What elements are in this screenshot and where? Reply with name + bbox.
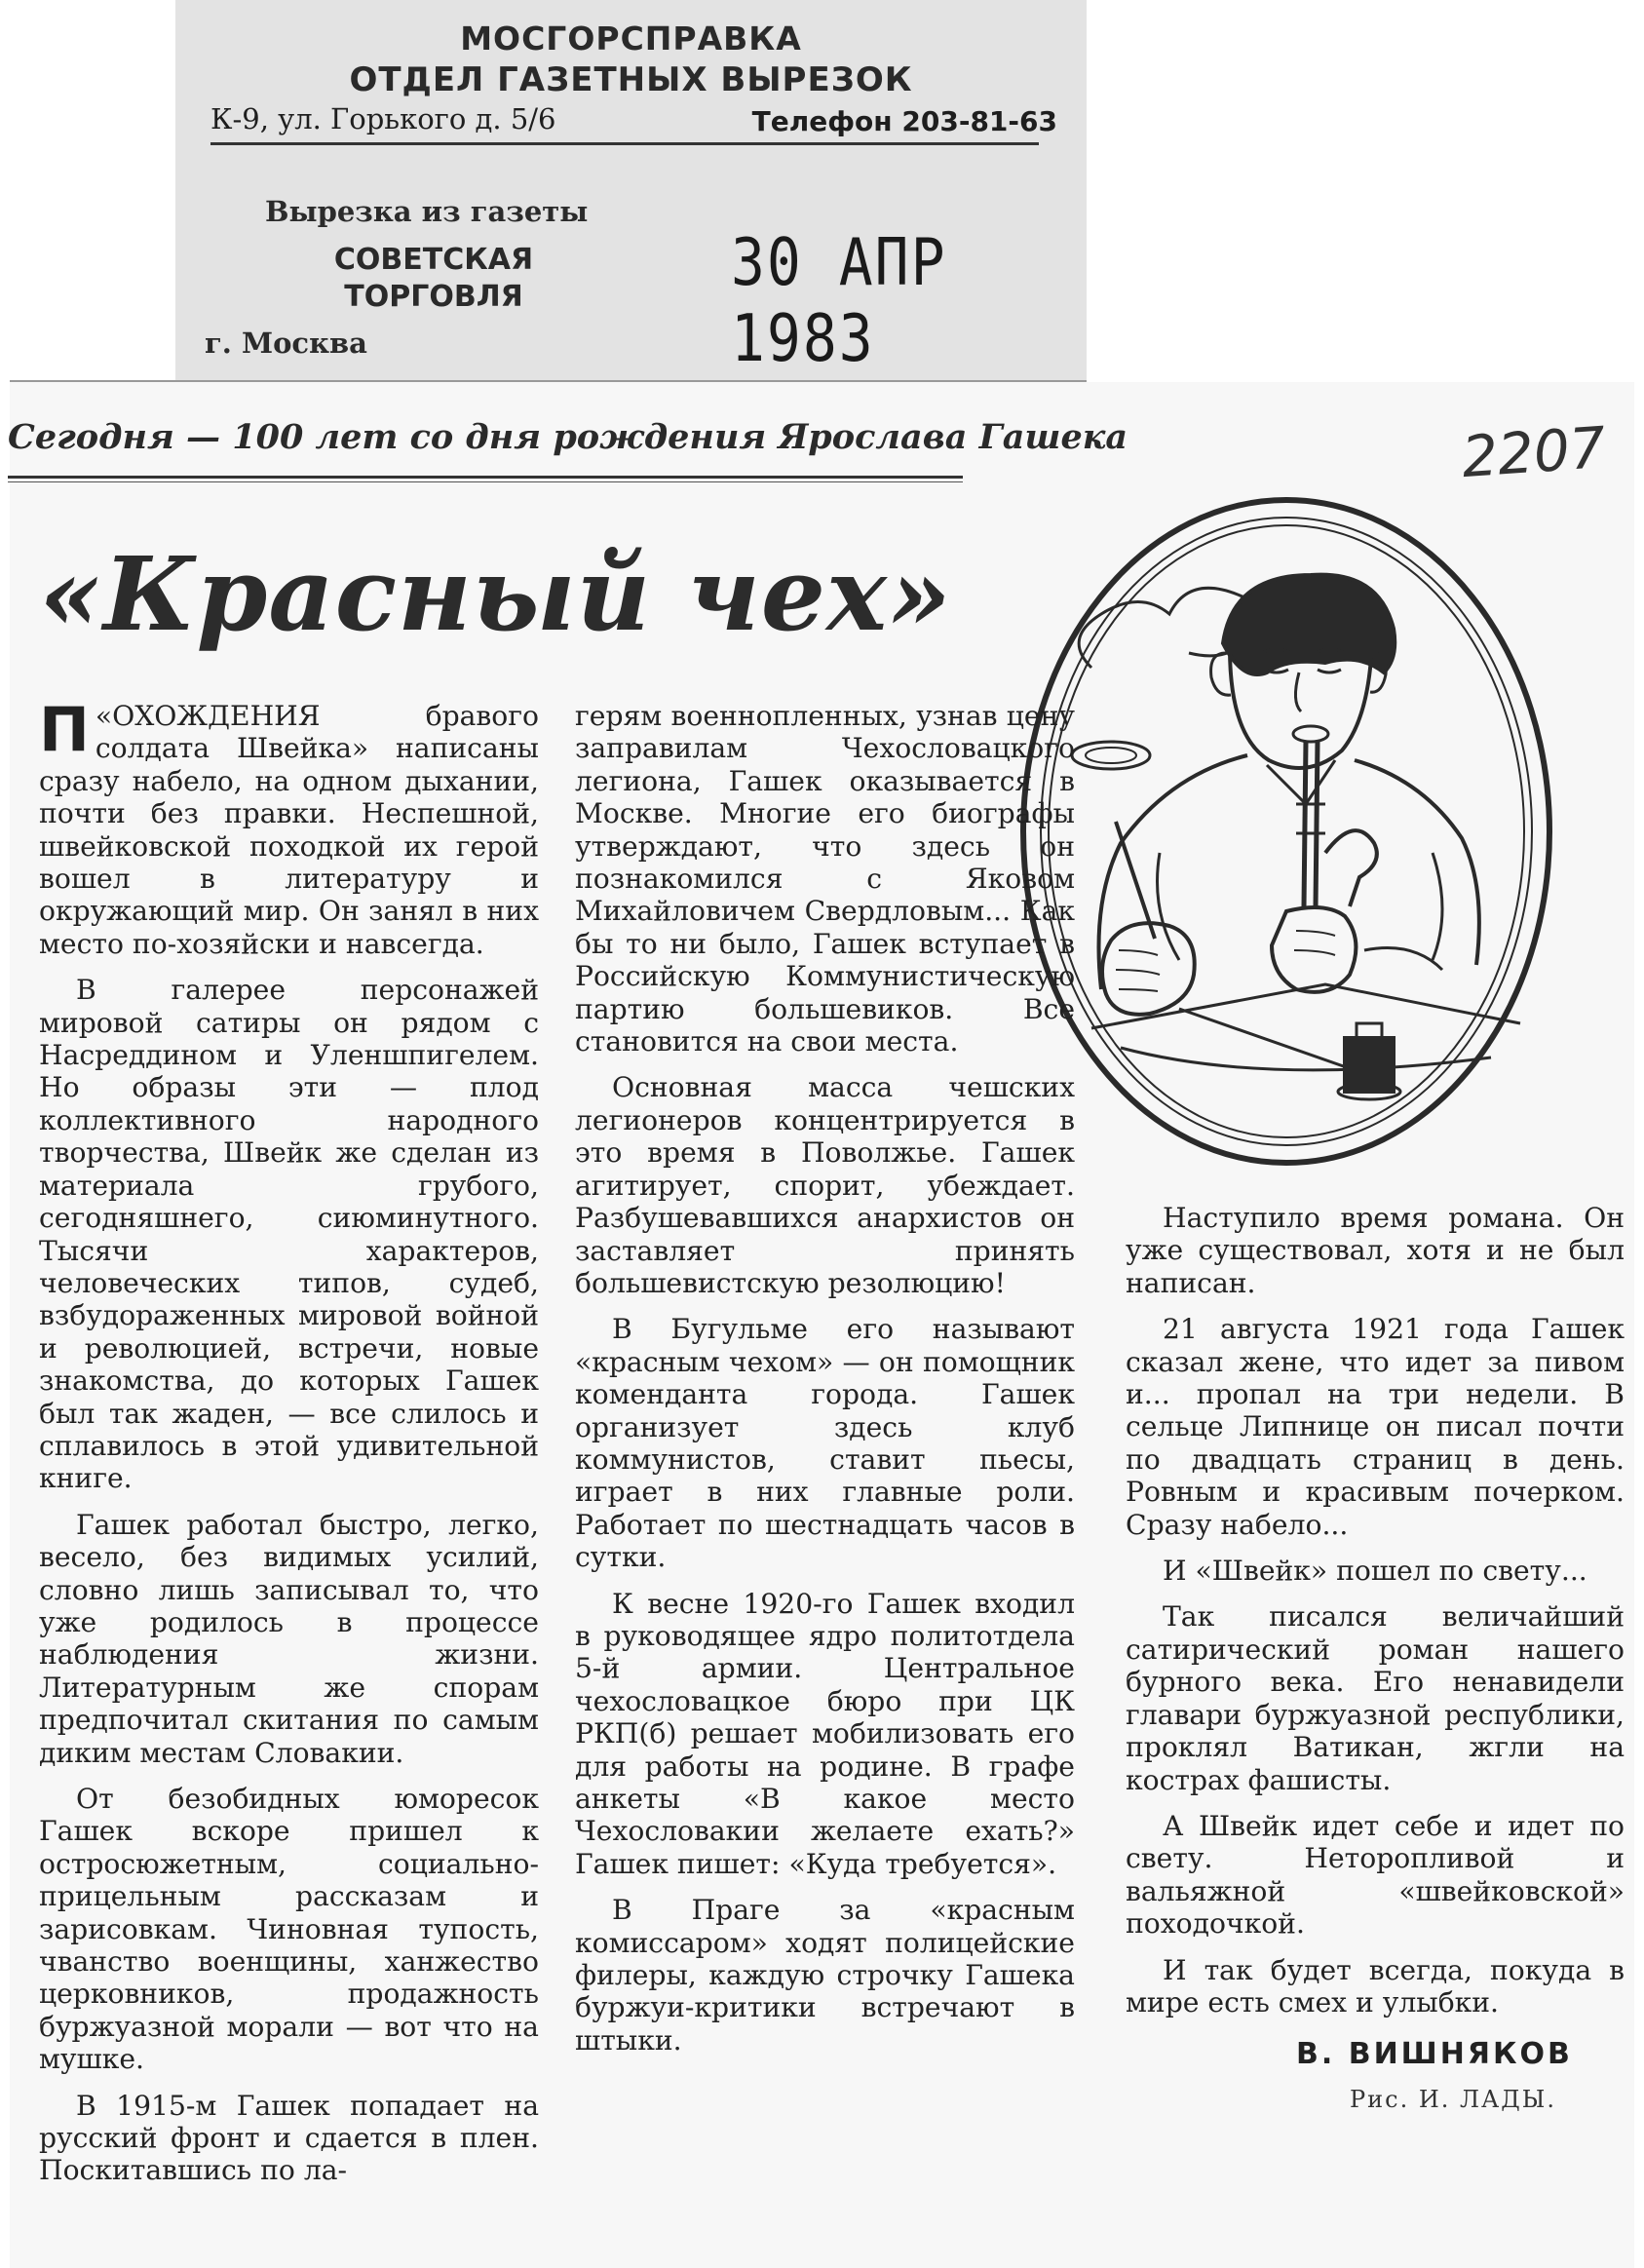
paragraph: В Праге за «красным комиссаром» ходят полицейские филеры, каждую строчку Гашека буржуи-критики встречают в штыки. — [575, 1894, 1075, 2057]
paragraph: А Швейк идет себе и идет по свету. Неторопливой и вальяжной «швейковской» походочкой. — [1126, 1809, 1625, 1941]
paragraph: К весне 1920-го Гашек входил в руководящее ядро политотдела 5-й армии. Центральное чехословацкое бюро при ЦК РКП(б) решает мобилизовать его для работы на родине. В графе анкеты «В какое место Чехословакии желаете ехать?» Гашек пишет: «Куда требуется». — [575, 1587, 1075, 1880]
paragraph: И «Швейк» пошел по свету... — [1163, 1555, 1587, 1588]
dropcap: П — [39, 694, 90, 765]
stamp-paper-line1: СОВЕТСКАЯ — [333, 243, 534, 277]
article-column-3 — [1126, 1202, 1625, 2032]
paragraph: В галерее персонажей мировой сатиры он рядом с Насреддином и Уленшпигелем. Но образы эти — плод коллективного народного творчества, Швейк же сделан из материала грубого, сегодняшнего, сиюминутного. Тысячи характеров, человеческих типов, судеб, взбудораженных мировой войной и революцией, встречи, новые знакомства, до которых Гашек был так жаден, — все слилось и сплавилось в этой удивительной книге. — [39, 974, 539, 1495]
article-headline: «Красный чех» — [39, 534, 953, 654]
stamp-address: К-9, ул. Горького д. 5/6 — [210, 102, 556, 135]
kicker-rule — [8, 476, 963, 479]
clipping-edge — [10, 380, 1087, 382]
paragraph: герям военнопленных, узнав цену заправилам Чехословацкого легиона, Гашек оказывается в Москве. Многие его биографы утверждают, что здесь он познакомился с Яковом Михайловичем Свердловым... Как бы то ни было, Гашек вступает в Российскую Коммунистическую партию большевиков. Все становится на свои места. — [575, 700, 1075, 1058]
illustrator-credit: Рис. И. ЛАДЫ. — [1350, 2086, 1556, 2113]
author-signature: В. ВИШНЯКОВ — [1296, 2037, 1573, 2071]
stamp-paper-name — [307, 242, 560, 316]
kicker-rule-thin — [8, 481, 963, 482]
paragraph: Основная масса чешских легионеров концентрируется в это время в Поволжье. Гашек агитирует, спорит, убеждает. Разбушевавшихся анархистов он заставляет принять большевистскую резолюцию! — [575, 1071, 1075, 1299]
paragraph-text: «ОХОЖДЕНИЯ бравого солдата Швейка» написаны сразу набело, на одном дыхании, почти без правки. Неспешной, швейковской походкой их герой вошел в литературу и окружающий мир. Он занял в них место по-хозяйски и навсегда. — [39, 700, 539, 960]
paragraph: В 1915-м Гашек попадает на русский фронт и сдается в плен. Поскитавшись по ла- — [39, 2089, 539, 2187]
paragraph — [39, 694, 539, 960]
paragraph: Гашек работал быстро, легко, весело, без видимых усилий, словно лишь записывал то, что уже родилось в процессе наблюдения жизни. Литературным же спорам предпочитал скитания по самым диким местам Словакии. — [39, 1508, 539, 1769]
stamp-rule — [210, 142, 1039, 145]
portrait-illustration — [1004, 482, 1569, 1174]
stamp-paper-line2: ТОРГОВЛЯ — [344, 280, 523, 314]
handwritten-number: 2207 — [1459, 413, 1608, 491]
paragraph: И так будет всегда, покуда в мире есть смех и улыбки. — [1126, 1953, 1625, 2018]
stamp-phone: Телефон 203-81-63 — [751, 105, 1057, 137]
article-column-1 — [39, 694, 539, 2201]
stamp-city: г. Москва — [205, 327, 367, 360]
article-kicker: Сегодня — 100 лет со дня рождения Ярослава Гашека — [8, 417, 1128, 457]
archive-stamp — [175, 0, 1087, 382]
paragraph: В Бугульме его называют «красным чехом» — он помощник коменданта города. Гашек организует здесь клуб коммунистов, ставит пьесы, играет в них главные роли. Работает по шестнадцать часов в сутки. — [575, 1313, 1075, 1574]
paragraph: Так писался величайший сатирический роман нашего бурного века. Его ненавидели главари буржуазной республики, проклял Ватикан, жгли на кострах фашисты. — [1126, 1600, 1625, 1796]
paragraph: Наступило время романа. Он уже существовал, хотя и не был написан. — [1126, 1202, 1625, 1299]
stamp-dept: ОТДЕЛ ГАЗЕТНЫХ ВЫРЕЗОК — [349, 60, 913, 99]
stamp-org: МОСГОРСПРАВКА — [460, 19, 802, 58]
paragraph: 21 августа 1921 года Гашек сказал жене, что идет за пивом и... пропал на три недели. В сельце Липнице он писал почти по двадцать страниц в день. Ровным и красивым почерком. Сразу набело... — [1126, 1313, 1625, 1541]
stamp-date: 30 АПР 1983 — [731, 223, 947, 377]
stamp-cut-label: Вырезка из газеты — [265, 195, 589, 228]
article-column-2 — [575, 700, 1075, 2070]
paragraph: От безобидных юморесок Гашек вскоре пришел к остросюжетным, социально-прицельным рассказам и зарисовкам. Чиновная тупость, чванство военщины, ханжество церковников, продажность буржуазной морали — вот что на мушке. — [39, 1783, 539, 2076]
